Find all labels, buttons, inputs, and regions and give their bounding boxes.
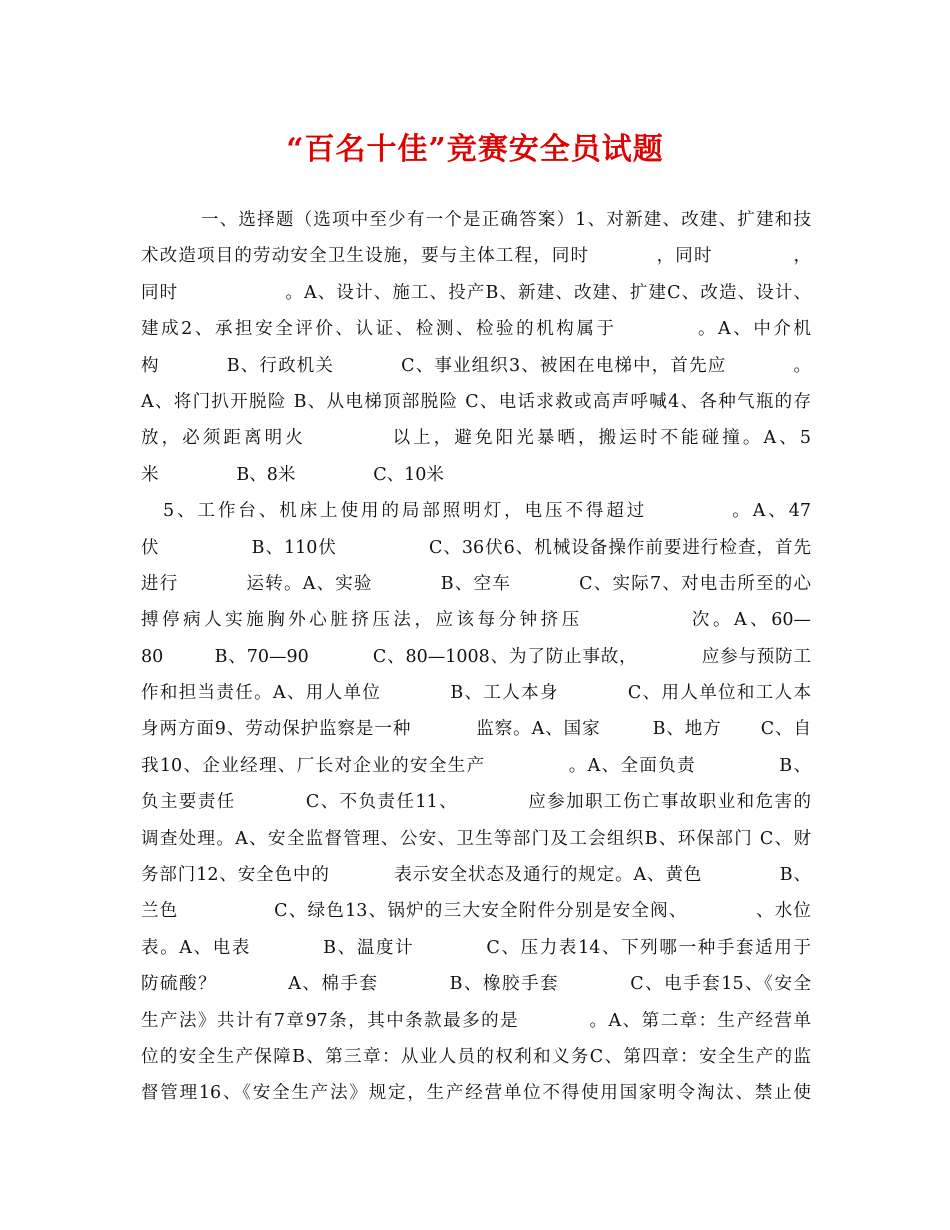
text-line: 同时 。A、设计、施工、投产B、新建、改建、扩建C、改造、设计、 xyxy=(141,282,811,303)
text-line: 米 B、8米 C、10米 xyxy=(141,464,444,485)
text-line: 伏 B、110伏 C、36伏6、机械设备操作前要进行检查，首先 xyxy=(141,537,811,558)
text-line: 督管理16、《安全生产法》规定，生产经营单位不得使用国家明令淘汰、禁止使 xyxy=(141,1083,811,1104)
document-body xyxy=(141,202,811,1112)
text-line: 一、选择题（选项中至少有一个是正确答案）1、对新建、改建、扩建和技 xyxy=(201,210,811,230)
text-line: 作和担当责任。A、用人单位 B、工人本身 C、用人单位和工人本 xyxy=(141,683,811,704)
text-line: A、将门扒开脱险 B、从电梯顶部脱险 C、电话求救或高声呼喊4、各种气瓶的存 xyxy=(141,391,811,412)
text-line: 生产法》共计有7章97条，其中条款最多的是 。A、第二章：生产经营单 xyxy=(141,1010,811,1031)
text-line: 务部门12、安全色中的 表示安全状态及通行的规定。A、黄色 B、 xyxy=(141,865,811,886)
text-line: 身两方面9、劳动保护监察是一种 监察。A、国家 B、地方 C、自 xyxy=(141,719,811,740)
text-line: 5、工作台、机床上使用的局部照明灯，电压不得超过 。A、47 xyxy=(163,501,811,522)
document-title: “百名十佳”竞赛安全员试题 xyxy=(286,132,664,167)
text-line: 兰色 C、绿色13、锅炉的三大安全附件分别是安全阀、 、水位 xyxy=(141,901,811,922)
text-line: 负主要责任 C、不负责任11、 应参加职工伤亡事故职业和危害的 xyxy=(141,792,811,813)
text-line: 术改造项目的劳动安全卫生设施，要与主体工程，同时 ，同时 ， xyxy=(141,246,811,267)
text-line: 防硫酸？ A、棉手套 B、橡胶手套 C、电手套15、《安全 xyxy=(141,974,811,995)
text-line: 建成2、承担安全评价、认证、检测、检验的机构属于 。A、中介机 xyxy=(141,319,811,340)
text-line: 我10、企业经理、厂长对企业的安全生产 。A、全面负责 B、 xyxy=(141,755,811,776)
text-line: 构 B、行政机关 C、事业组织3、被困在电梯中，首先应 。 xyxy=(141,355,811,376)
text-line: 进行 运转。A、实验 B、空车 C、实际7、对电击所至的心 xyxy=(141,573,811,594)
text-line: 放，必须距离明火 以上，避免阳光暴晒，搬运时不能碰撞。A、5 xyxy=(141,428,811,449)
text-line: 80 B、70—90 C、80—1008、为了防止事故， 应参与预防工 xyxy=(141,646,811,667)
text-line: 调查处理。A、安全监督管理、公安、卫生等部门及工会组织B、环保部门 C、财 xyxy=(141,828,811,849)
text-line: 表。A、电表 B、温度计 C、压力表14、下列哪一种手套适用于 xyxy=(141,937,811,958)
text-line: 搏停病人实施胸外心脏挤压法，应该每分钟挤压 次。A、60— xyxy=(141,610,811,631)
text-line: 位的安全生产保障B、第三章：从业人员的权利和义务C、第四章：安全生产的监 xyxy=(141,1046,811,1067)
